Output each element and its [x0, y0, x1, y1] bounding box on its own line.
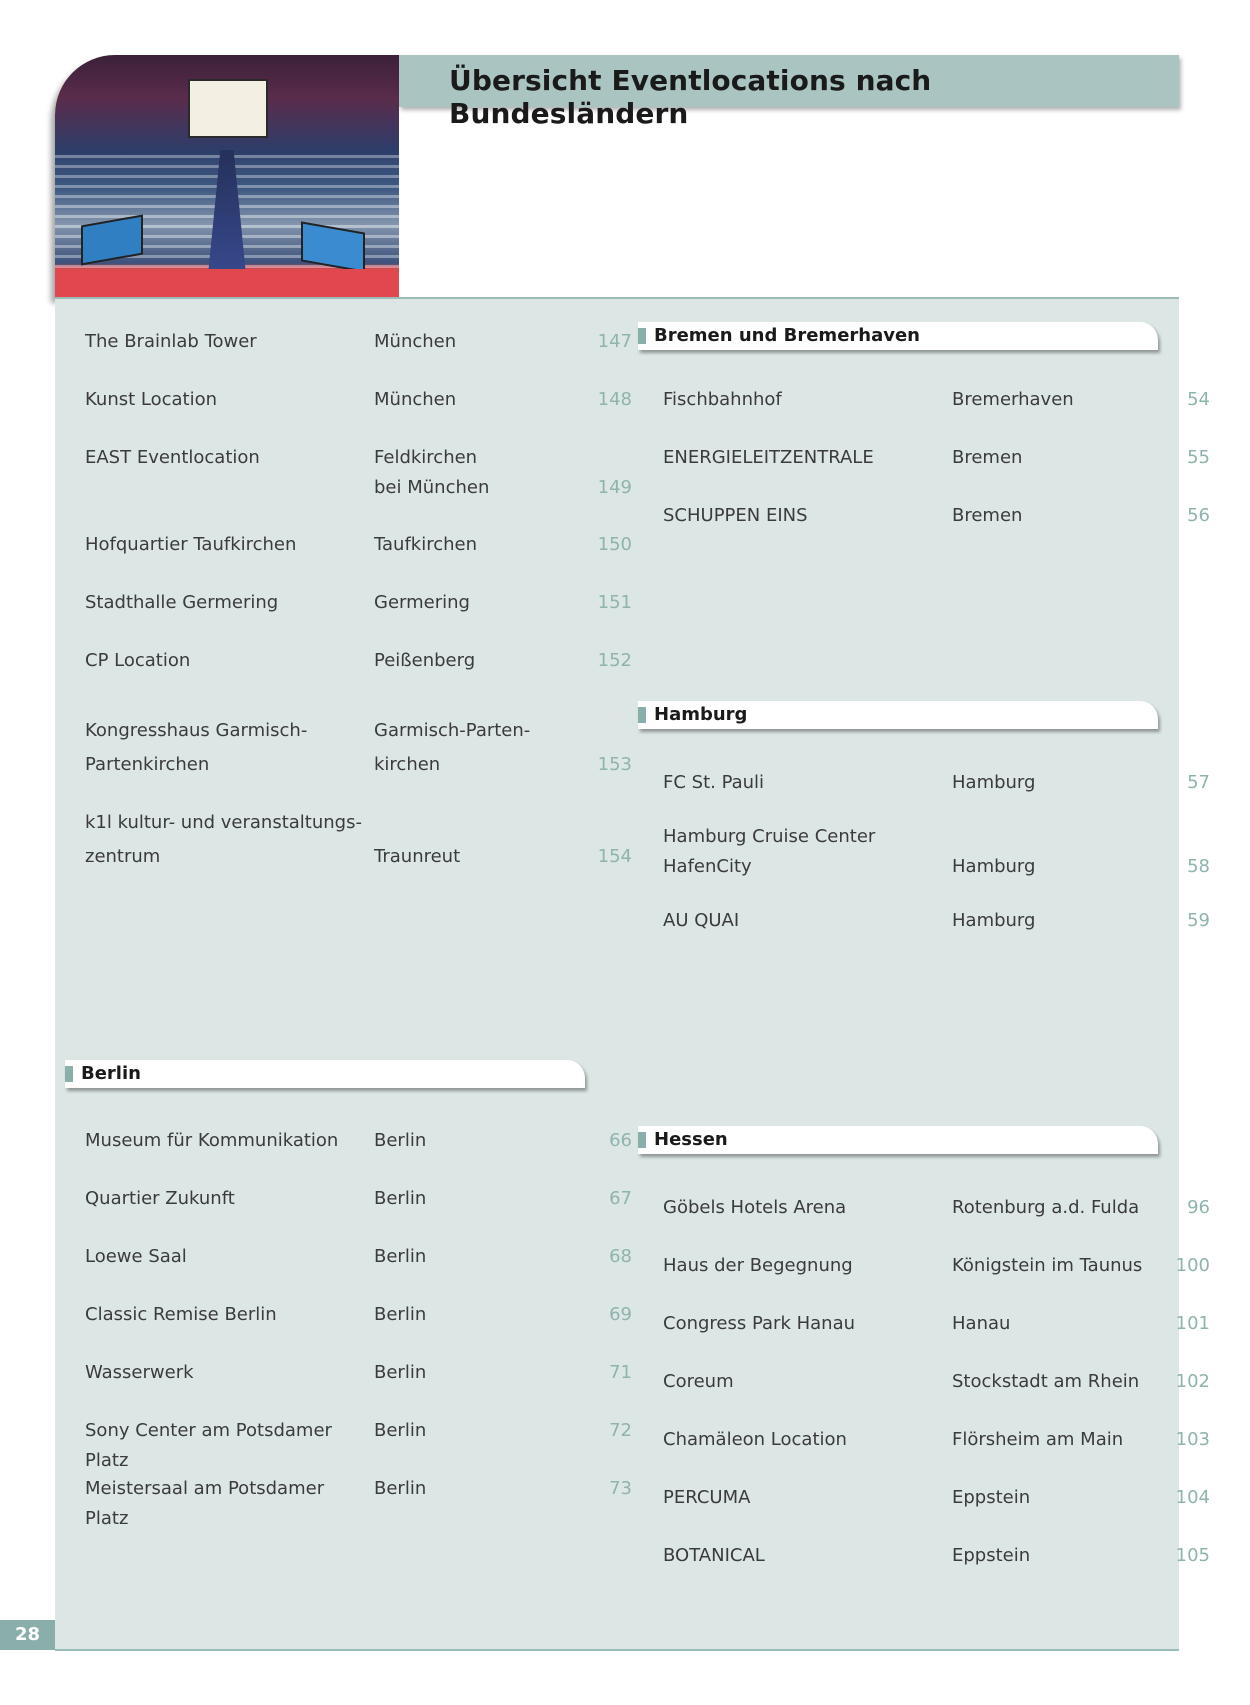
entry-page: 68 [609, 1246, 632, 1267]
section-heading-hessen [638, 1126, 1158, 1154]
entry-page: 149 [597, 477, 632, 498]
entry-name: EAST Eventlocation [85, 447, 260, 468]
entry-page: 148 [597, 389, 632, 410]
entry-name: Chamäleon Location [663, 1429, 847, 1450]
entry-page: 69 [609, 1304, 632, 1325]
entry-page: 153 [597, 754, 632, 775]
entry-name: AU QUAI [663, 910, 740, 931]
section-heading-bremen [638, 322, 1158, 350]
entry-page: 66 [609, 1130, 632, 1151]
entry-page: 57 [1187, 772, 1210, 793]
entry-city: Berlin [374, 1130, 427, 1151]
entry-city: Traunreut [374, 846, 461, 867]
page-title: Übersicht Eventlocations nach Bundesländern [449, 64, 932, 130]
entry-city: Königstein im Taunus [952, 1255, 1143, 1276]
entry-page: 72 [609, 1420, 632, 1441]
entry-page: 55 [1187, 447, 1210, 468]
heading-marker [638, 328, 646, 344]
entry-page: 154 [597, 846, 632, 867]
entry-page: 101 [1175, 1313, 1210, 1334]
entry-name: Hamburg Cruise Center HafenCity [663, 826, 876, 877]
entry-page: 73 [609, 1478, 632, 1499]
entry-name: FC St. Pauli [663, 772, 765, 793]
entry-page: 151 [597, 592, 632, 613]
entry-city: Berlin [374, 1304, 427, 1325]
entry-name: ENERGIELEITZENTRALE [663, 447, 874, 468]
heading-marker [638, 1132, 646, 1148]
entry-city: Peißenberg [374, 650, 476, 671]
entry-page: 152 [597, 650, 632, 671]
section-heading-berlin [65, 1060, 585, 1088]
entry-page: 102 [1175, 1371, 1210, 1392]
entry-name: k1l kultur- und veranstaltungs- zentrum [85, 812, 362, 867]
entry-name: Sony Center am Potsdamer Platz [85, 1420, 332, 1471]
entry-name: Wasserwerk [85, 1362, 194, 1383]
entry-page: 59 [1187, 910, 1210, 931]
entry-page: 147 [597, 331, 632, 352]
section-heading-hamburg [638, 701, 1158, 729]
entry-city: Bremen [952, 447, 1023, 468]
title-bar [399, 55, 1179, 130]
entry-page: 67 [609, 1188, 632, 1209]
entry-page: 71 [609, 1362, 632, 1383]
heading-label: Hessen [654, 1129, 728, 1150]
entry-city: München [374, 331, 457, 352]
entry-page: 56 [1187, 505, 1210, 526]
entry-name: Hofquartier Taufkirchen [85, 534, 297, 555]
entry-city: Flörsheim am Main [952, 1429, 1124, 1450]
entry-city: Garmisch-Parten- kirchen [374, 720, 531, 775]
entry-city: Berlin [374, 1362, 427, 1383]
entry-name: Kongresshaus Garmisch- Partenkirchen [85, 720, 308, 775]
entry-page: 100 [1175, 1255, 1210, 1276]
entry-city: Stockstadt am Rhein [952, 1371, 1140, 1392]
entry-city: Berlin [374, 1420, 427, 1441]
entry-page: 58 [1187, 856, 1210, 877]
entry-city: Berlin [374, 1246, 427, 1267]
entry-name: PERCUMA [663, 1487, 751, 1508]
photo-stage-screen [188, 79, 268, 138]
entry-city: Eppstein [952, 1487, 1031, 1508]
entry-name: The Brainlab Tower [85, 331, 257, 352]
heading-marker [65, 1066, 73, 1082]
entry-page: 105 [1175, 1545, 1210, 1566]
entry-name: Kunst Location [85, 389, 218, 410]
entry-city: München [374, 389, 457, 410]
entry-name: Stadthalle Germering [85, 592, 279, 613]
page-number: 28 [0, 1620, 55, 1650]
entry-city: Bremerhaven [952, 389, 1074, 410]
entry-name: Classic Remise Berlin [85, 1304, 277, 1325]
entry-city: Berlin [374, 1188, 427, 1209]
entry-city: Bremen [952, 505, 1023, 526]
entry-page: 150 [597, 534, 632, 555]
entry-name: Göbels Hotels Arena [663, 1197, 847, 1218]
entry-city: Hamburg [952, 772, 1036, 793]
entry-city: Hamburg [952, 910, 1036, 931]
entry-name: SCHUPPEN EINS [663, 505, 808, 526]
entry-name: Meistersaal am Potsdamer Platz [85, 1478, 325, 1529]
entry-name: Coreum [663, 1371, 734, 1392]
entry-city: Hanau [952, 1313, 1011, 1334]
entry-page: 96 [1187, 1197, 1210, 1218]
entry-page: 103 [1175, 1429, 1210, 1450]
entry-page: 54 [1187, 389, 1210, 410]
entry-city: Hamburg [952, 856, 1036, 877]
photo-red-band [55, 269, 399, 297]
heading-label: Bremen und Bremerhaven [654, 325, 920, 346]
entry-city: Taufkirchen [374, 534, 478, 555]
entry-city: Rotenburg a.d. Fulda [952, 1197, 1140, 1218]
entry-city: Germering [374, 592, 470, 613]
entry-city: Eppstein [952, 1545, 1031, 1566]
entry-name: Loewe Saal [85, 1246, 187, 1267]
entry-name: Quartier Zukunft [85, 1188, 235, 1209]
entry-name: CP Location [85, 650, 191, 671]
entry-name: Haus der Begegnung [663, 1255, 853, 1276]
entry-page: 104 [1175, 1487, 1210, 1508]
entry-name: BOTANICAL [663, 1545, 765, 1566]
entry-name: Congress Park Hanau [663, 1313, 856, 1334]
entry-name: Museum für Kommunikation [85, 1130, 339, 1151]
heading-marker [638, 707, 646, 723]
entry-city: Feldkirchen bei München [374, 447, 490, 498]
header-photo [55, 55, 399, 297]
entry-city: Berlin [374, 1478, 427, 1499]
heading-label: Hamburg [654, 704, 748, 725]
heading-label: Berlin [81, 1063, 141, 1084]
entry-name: Fischbahnhof [663, 389, 782, 410]
